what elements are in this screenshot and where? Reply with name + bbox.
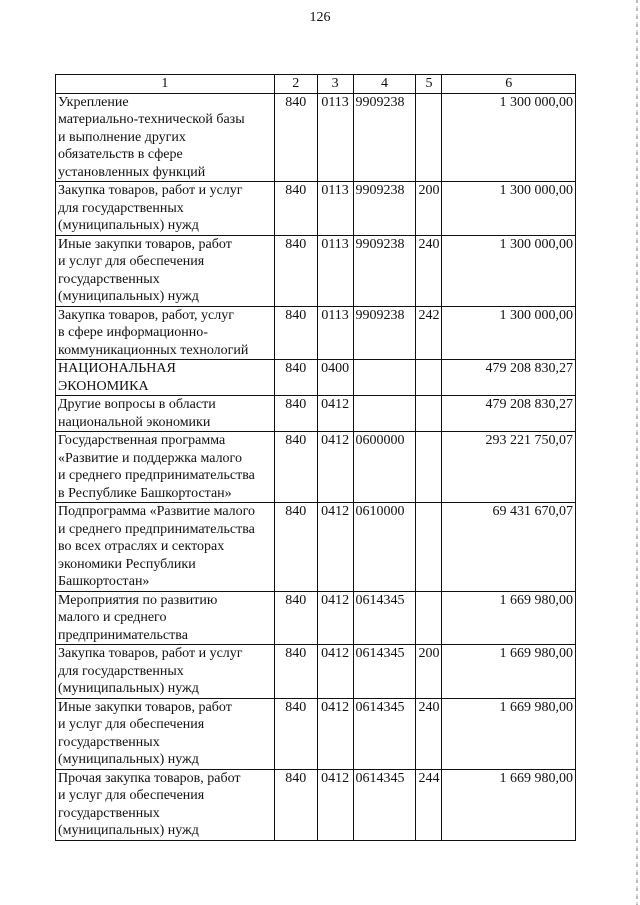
col-5-cell (416, 432, 442, 503)
item-name-line: коммуникационных технологий (58, 342, 249, 358)
item-name-line: материально-технической базы (58, 112, 245, 127)
page-number: 126 (309, 10, 331, 25)
table-row (56, 396, 576, 432)
amount-cell: 1 669 980,00 (442, 769, 576, 840)
amount-cell: 479 208 830,27 (442, 360, 576, 396)
item-name-cell (56, 503, 275, 592)
amount-cell: 1 669 980,00 (442, 698, 576, 769)
table-row (56, 93, 576, 182)
item-name-line: национальной экономики (58, 414, 211, 430)
item-name-line: Укрепление (58, 94, 129, 110)
item-name-line: в Республике Башкортостан» (58, 485, 232, 501)
col-2-cell: 840 (274, 432, 317, 503)
item-name-line: в сфере информационно- (58, 325, 208, 340)
col-3-cell: 0113 (317, 93, 353, 182)
item-name-line: Иные закупки товаров, работ (58, 236, 232, 252)
col-4-cell: 9909238 (353, 93, 416, 182)
item-name-line: Другие вопросы в области (58, 397, 216, 412)
item-name-line: Государственная программа (58, 433, 226, 448)
item-name-line: и среднего предпринимательства (58, 521, 255, 537)
col-4-cell: 0600000 (353, 432, 416, 503)
item-name-line: для государственных (58, 663, 184, 679)
item-name-line: экономики Республики (58, 556, 196, 572)
col-5-cell (416, 503, 442, 592)
item-name-line: «Развитие и поддержка малого (58, 450, 242, 466)
col-3-cell: 0412 (317, 396, 353, 432)
item-name-line: (муниципальных) нужд (58, 289, 199, 304)
col-4-cell (353, 360, 416, 396)
item-name-line: предпринимательства (58, 627, 188, 643)
item-name-line: (муниципальных) нужд (58, 752, 199, 767)
amount-cell: 1 669 980,00 (442, 591, 576, 645)
item-name-cell (56, 591, 275, 645)
item-name-line: Закупка товаров, работ и услуг (58, 183, 243, 198)
table-row (56, 769, 576, 840)
col-5-cell (416, 93, 442, 182)
table-row (56, 182, 576, 236)
item-name-line: Прочая закупка товаров, работ (58, 770, 241, 786)
col-3-cell: 0412 (317, 645, 353, 699)
item-name-line: для государственных (58, 200, 184, 216)
table-row (56, 591, 576, 645)
item-name-line: государственных (58, 271, 160, 287)
item-name-line: (муниципальных) нужд (58, 218, 199, 233)
item-name-cell (56, 235, 275, 306)
column-header: 1 (56, 75, 275, 94)
col-2-cell: 840 (274, 698, 317, 769)
col-4-cell: 0610000 (353, 503, 416, 592)
item-name-line: Закупка товаров, работ, услуг (58, 307, 234, 323)
col-2-cell: 840 (274, 306, 317, 360)
col-4-cell: 9909238 (353, 235, 416, 306)
item-name-line: и услуг для обеспечения (58, 254, 205, 269)
item-name-line: государственных (58, 734, 160, 750)
column-header: 6 (442, 75, 576, 94)
col-5-cell (416, 396, 442, 432)
col-5-cell: 240 (416, 698, 442, 769)
item-name-cell (56, 432, 275, 503)
column-header: 4 (353, 75, 416, 94)
col-5-cell (416, 360, 442, 396)
col-2-cell: 840 (274, 360, 317, 396)
col-2-cell: 840 (274, 591, 317, 645)
item-name-cell (56, 396, 275, 432)
col-4-cell: 0614345 (353, 769, 416, 840)
header-row (56, 75, 576, 94)
item-name-line: обязательств в сфере (58, 147, 183, 162)
col-2-cell: 840 (274, 93, 317, 182)
amount-cell: 1 300 000,00 (442, 306, 576, 360)
col-5-cell: 240 (416, 235, 442, 306)
item-name-cell (56, 182, 275, 236)
col-3-cell: 0113 (317, 306, 353, 360)
table-row (56, 503, 576, 592)
table-body (56, 93, 576, 840)
item-name-line: во всех отраслях и секторах (58, 539, 225, 554)
item-name-line: Иные закупки товаров, работ (58, 699, 232, 715)
amount-cell: 1 300 000,00 (442, 182, 576, 236)
item-name-line: и услуг для обеспечения (58, 788, 205, 803)
amount-cell: 69 431 670,07 (442, 503, 576, 592)
item-name-line: и выполнение других (58, 129, 186, 145)
col-3-cell: 0412 (317, 591, 353, 645)
col-2-cell: 840 (274, 769, 317, 840)
col-2-cell: 840 (274, 396, 317, 432)
item-name-line: и услуг для обеспечения (58, 717, 205, 732)
amount-cell: 1 669 980,00 (442, 645, 576, 699)
col-3-cell: 0412 (317, 432, 353, 503)
item-name-line: государственных (58, 805, 160, 821)
table-row (56, 698, 576, 769)
item-name-line: установленных функций (58, 164, 206, 180)
col-2-cell: 840 (274, 235, 317, 306)
amount-cell: 293 221 750,07 (442, 432, 576, 503)
col-4-cell: 0614345 (353, 698, 416, 769)
item-name-line: Подпрограмма «Развитие малого (58, 504, 256, 519)
item-name-line: НАЦИОНАЛЬНАЯ (58, 361, 176, 376)
budget-table (55, 74, 576, 841)
item-name-cell (56, 698, 275, 769)
amount-cell: 1 300 000,00 (442, 235, 576, 306)
col-3-cell: 0113 (317, 235, 353, 306)
table-row (56, 360, 576, 396)
column-header: 2 (274, 75, 317, 94)
item-name-line: и среднего предпринимательства (58, 468, 255, 483)
col-5-cell: 200 (416, 182, 442, 236)
item-name-cell (56, 360, 275, 396)
col-3-cell: 0113 (317, 182, 353, 236)
col-4-cell: 0614345 (353, 645, 416, 699)
col-3-cell: 0412 (317, 698, 353, 769)
table-row (56, 235, 576, 306)
item-name-line: (муниципальных) нужд (58, 823, 199, 838)
col-5-cell: 200 (416, 645, 442, 699)
column-header: 5 (416, 75, 442, 94)
col-3-cell: 0412 (317, 503, 353, 592)
item-name-line: Мероприятия по развитию (58, 592, 218, 608)
column-header: 3 (317, 75, 353, 94)
item-name-cell (56, 93, 275, 182)
item-name-line: малого и среднего (58, 610, 167, 625)
col-2-cell: 840 (274, 182, 317, 236)
amount-cell: 1 300 000,00 (442, 93, 576, 182)
table-row (56, 432, 576, 503)
col-2-cell: 840 (274, 503, 317, 592)
table-row (56, 306, 576, 360)
col-5-cell: 242 (416, 306, 442, 360)
table-row (56, 645, 576, 699)
item-name-cell (56, 645, 275, 699)
col-5-cell: 244 (416, 769, 442, 840)
col-3-cell: 0412 (317, 769, 353, 840)
item-name-line: (муниципальных) нужд (58, 681, 199, 696)
item-name-line: ЭКОНОМИКА (58, 378, 149, 394)
col-4-cell (353, 396, 416, 432)
col-4-cell: 9909238 (353, 182, 416, 236)
amount-cell: 479 208 830,27 (442, 396, 576, 432)
col-4-cell: 9909238 (353, 306, 416, 360)
item-name-line: Башкортостан» (58, 574, 150, 589)
scan-edge-artifact (636, 0, 638, 905)
col-3-cell: 0400 (317, 360, 353, 396)
col-4-cell: 0614345 (353, 591, 416, 645)
item-name-cell (56, 306, 275, 360)
col-5-cell (416, 591, 442, 645)
item-name-line: Закупка товаров, работ и услуг (58, 646, 243, 661)
col-2-cell: 840 (274, 645, 317, 699)
item-name-cell (56, 769, 275, 840)
